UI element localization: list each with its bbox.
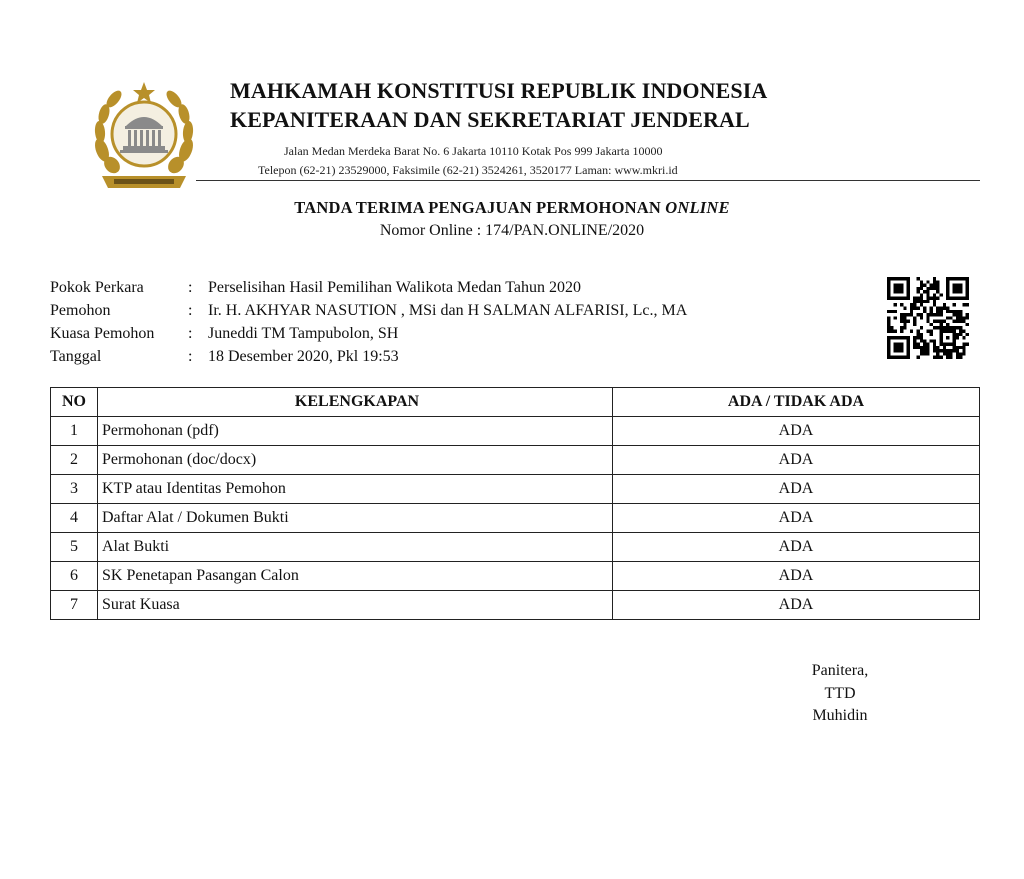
info-row-pemohon [50,299,687,322]
signature-role: Panitera, [811,662,869,679]
table-header-row [51,388,980,417]
row-item: Surat Kuasa [98,591,613,620]
info-colon: : [188,279,193,296]
table-row [51,533,980,562]
info-value: 18 Desember 2020, Pkl 19:53 [208,348,399,365]
header-ada-tidak-ada: ADA / TIDAK ADA [613,388,980,417]
document-title-main: TANDA TERIMA PENGAJUAN PERMOHONAN [294,198,661,217]
info-label: Tanggal [50,348,102,365]
info-label: Pokok Perkara [50,279,144,296]
row-item: Permohonan (pdf) [98,417,613,446]
contact-line: Telepon (62-21) 23529000, Faksimile (62-21) 3524261, 3520177 Laman: www.mkri.id [258,163,678,177]
row-number: 1 [51,417,98,446]
info-row-tanggal [50,345,687,368]
document-title [0,198,1024,218]
qr-code-icon [887,277,969,359]
info-row-pokok-perkara [50,276,687,299]
row-number: 6 [51,562,98,591]
institution-subname: KEPANITERAAN DAN SEKRETARIAT JENDERAL [230,107,750,132]
row-number: 3 [51,475,98,504]
info-colon: : [188,325,193,342]
row-number: 5 [51,533,98,562]
info-value: Juneddi TM Tampubolon, SH [208,325,399,342]
row-item: SK Penetapan Pasangan Calon [98,562,613,591]
row-status: ADA [613,446,980,475]
table-row [51,417,980,446]
header-no: NO [51,388,98,417]
header-divider [196,180,980,181]
case-info [50,276,687,368]
row-status: ADA [613,417,980,446]
row-status: ADA [613,475,980,504]
row-item: KTP atau Identitas Pemohon [98,475,613,504]
document-number: Nomor Online : 174/PAN.ONLINE/2020 [379,222,645,239]
row-status: ADA [613,533,980,562]
info-colon: : [188,348,193,365]
row-number: 4 [51,504,98,533]
info-label: Pemohon [50,302,111,319]
header-kelengkapan: KELENGKAPAN [98,388,613,417]
institution-name: MAHKAMAH KONSTITUSI REPUBLIK INDONESIA [230,78,768,103]
info-row-kuasa-pemohon [50,322,687,345]
court-emblem-icon [92,80,196,192]
row-item: Daftar Alat / Dokumen Bukti [98,504,613,533]
requirements-table [50,387,980,620]
row-status: ADA [613,591,980,620]
row-item: Alat Bukti [98,533,613,562]
info-colon: : [188,302,193,319]
signature-block [790,660,890,728]
signature-mark: TTD [824,684,856,702]
address-line: Jalan Medan Merdeka Barat No. 6 Jakarta 10110 Kotak Pos 999 Jakarta 10000 [284,144,663,158]
table-row [51,475,980,504]
info-value: Perselisihan Hasil Pemilihan Walikota Medan Tahun 2020 [208,279,581,296]
row-status: ADA [613,504,980,533]
row-item: Permohonan (doc/docx) [98,446,613,475]
table-row [51,446,980,475]
document-title-online: ONLINE [665,198,730,217]
info-label: Kuasa Pemohon [50,325,155,342]
row-status: ADA [613,562,980,591]
signature-name: Muhidin [812,707,868,724]
info-value: Ir. H. AKHYAR NASUTION , MSi dan H SALMAN ALFARISI, Lc., MA [208,302,688,319]
row-number: 2 [51,446,98,475]
row-number: 7 [51,591,98,620]
table-row [51,562,980,591]
table-row [51,504,980,533]
table-row [51,591,980,620]
